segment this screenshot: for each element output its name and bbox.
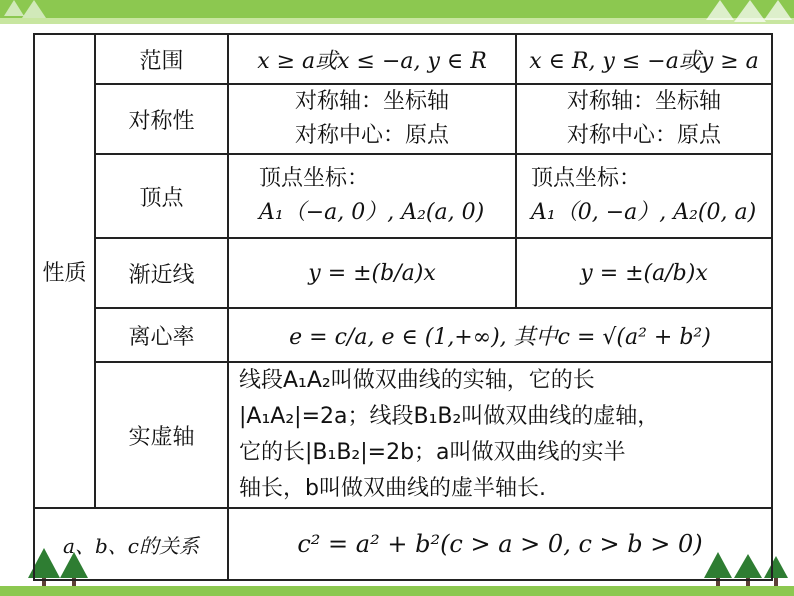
row-axes [34, 362, 772, 508]
row-label-range: 范围 [95, 34, 228, 84]
axes-line-2: |A₁A₂|=2a；线段B₁B₂叫做双曲线的虚轴， [239, 404, 660, 429]
group-label: 性质 [34, 34, 95, 508]
symmetry-right [516, 84, 772, 154]
axes-line-4: 轴长，b叫做双曲线的虚半轴长. [239, 476, 546, 501]
tree-icon [700, 0, 794, 24]
asymptote-right: y = ±(a/b)x [516, 238, 772, 308]
axes-line-1: 线段A₁A₂叫做双曲线的实轴，它的长 [239, 368, 595, 393]
eccentricity-value: e = c/a, e ∈ (1,+∞), 其中c = √(a² + b²) [228, 308, 772, 362]
axes-line-3: 它的长|B₁B₂|=2b；a叫做双曲线的实半 [239, 440, 626, 465]
vertex-right [516, 154, 772, 238]
vertex-right-title: 顶点坐标： [531, 166, 642, 191]
symmetry-left-center: 对称中心：原点 [294, 123, 449, 148]
row-relation [34, 508, 772, 580]
row-label-relation: a、b、c的关系 [34, 508, 228, 580]
row-label-axes: 实虚轴 [95, 362, 228, 508]
row-symmetry [34, 84, 772, 154]
tree-icon [4, 0, 64, 22]
asymptote-left: y = ±(b/a)x [228, 238, 516, 308]
symmetry-right-axis: 对称轴：坐标轴 [566, 89, 721, 114]
bottom-decor-band [0, 586, 794, 596]
row-label-eccentricity: 离心率 [95, 308, 228, 362]
vertex-left-title: 顶点坐标： [259, 166, 370, 191]
symmetry-left-axis: 对称轴：坐标轴 [294, 89, 449, 114]
hyperbola-properties-table [33, 33, 773, 581]
range-left: x ≥ a或x ≤ −a, y ∈ R [228, 34, 516, 84]
vertex-left [228, 154, 516, 238]
axes-description [228, 362, 772, 508]
vertex-left-coords: A₁（−a, 0）, A₂(a, 0) [259, 200, 485, 225]
row-asymptote [34, 238, 772, 308]
row-range [34, 34, 772, 84]
row-eccentricity [34, 308, 772, 362]
symmetry-left [228, 84, 516, 154]
row-label-vertex: 顶点 [95, 154, 228, 238]
top-decor-stripe [0, 18, 794, 24]
row-label-symmetry: 对称性 [95, 84, 228, 154]
row-vertex [34, 154, 772, 238]
range-right: x ∈ R, y ≤ −a或y ≥ a [516, 34, 772, 84]
vertex-right-coords: A₁（0, −a）, A₂(0, a) [531, 200, 757, 225]
symmetry-right-center: 对称中心：原点 [566, 123, 721, 148]
row-label-asymptote: 渐近线 [95, 238, 228, 308]
relation-value: c² = a² + b²(c > a > 0, c > b > 0) [228, 508, 772, 580]
